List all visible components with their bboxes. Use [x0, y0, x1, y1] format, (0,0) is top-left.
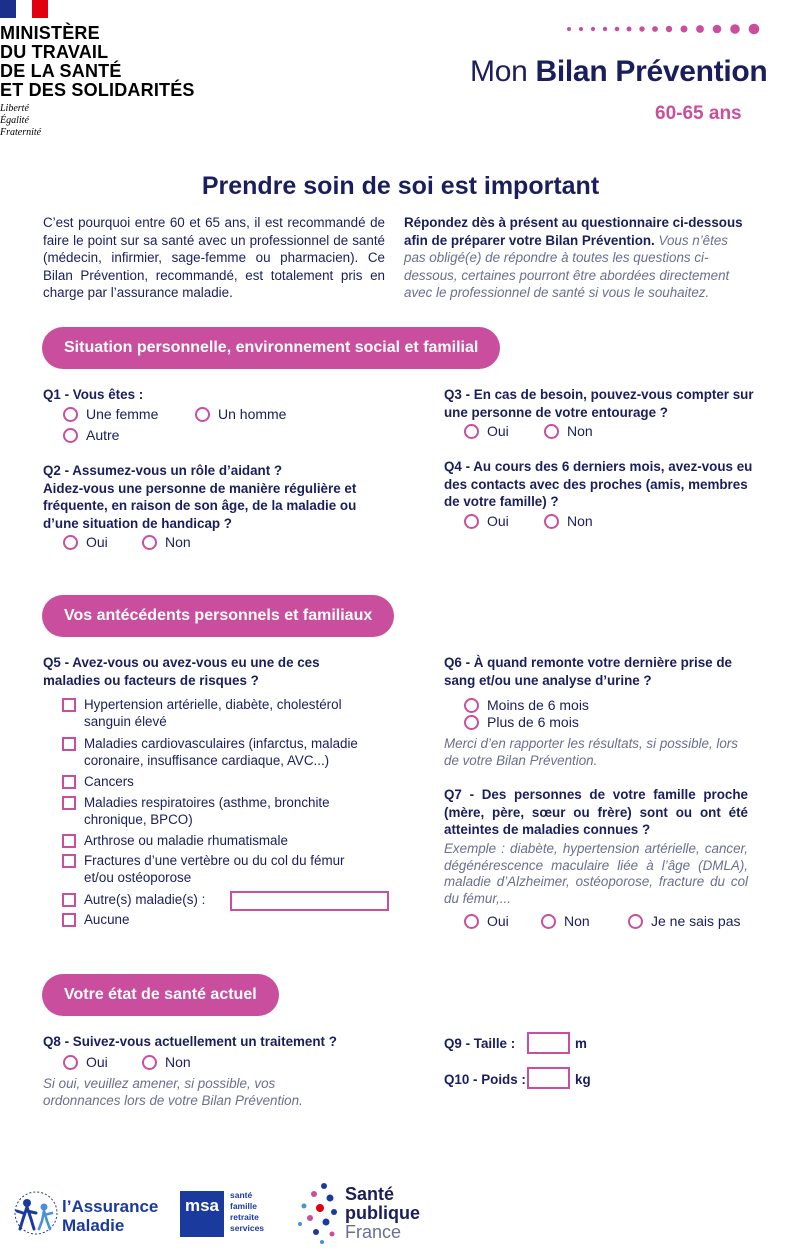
radio-icon[interactable]	[63, 407, 78, 422]
radio-icon[interactable]	[63, 428, 78, 443]
q6-option-moins[interactable]: Moins de 6 mois	[464, 697, 589, 713]
q8-option-oui[interactable]: Oui	[63, 1054, 108, 1070]
q6-note: Merci d’en rapporter les résultats, si possible, lors de votre Bilan Prévention.	[444, 736, 738, 768]
msa-logo: msa	[180, 1191, 224, 1237]
sante-publique-name: Santé publique France	[345, 1184, 420, 1242]
q7-option-nsp[interactable]: Je ne sais pas	[628, 913, 741, 929]
section-situation: Situation personnelle, environnement social et familial	[42, 327, 500, 369]
msa-tagline: santé famille retraite services	[230, 1190, 265, 1233]
weight-input[interactable]	[527, 1067, 570, 1089]
radio-icon[interactable]	[544, 424, 559, 439]
checkbox-icon[interactable]	[62, 913, 76, 927]
q4-option-non[interactable]: Non	[544, 513, 593, 529]
q2-option-oui[interactable]: Oui	[63, 534, 108, 550]
radio-icon[interactable]	[63, 1055, 78, 1070]
q6-label: Q6 - À quand remonte votre dernière prise de sang et/ou une analyse d’urine ?	[444, 655, 732, 688]
radio-icon[interactable]	[464, 424, 479, 439]
q5-autre-input[interactable]	[230, 891, 389, 911]
q5-item-aucune[interactable]: Aucune	[62, 912, 392, 929]
q7-note: Exemple : diabète, hypertension artérielle, cancer, dégénérescence maculaire liée à l’âge (DMLA), maladie d’Alzheimer, ostéoporose, fracture du col du fémur,...	[444, 841, 748, 906]
ministry-name: MINISTÈRE DU TRAVAIL DE LA SANTÉ ET DES SOLIDARITÉS	[0, 23, 195, 100]
radio-icon[interactable]	[544, 514, 559, 529]
q2-label: Q2 - Assumez-vous un rôle d’aidant ? Aidez-vous une personne de manière régulière et fréquente, en raison de son âge, de la maladie ou d’une situation de handicap ?	[43, 463, 357, 531]
q4-label: Q4 - Au cours des 6 derniers mois, avez-vous eu des contacts avec des proches (amis, membres de votre famille) ?	[444, 459, 753, 509]
radio-icon[interactable]	[142, 1055, 157, 1070]
checkbox-icon[interactable]	[62, 698, 76, 712]
q10-unit: kg	[575, 1072, 591, 1087]
q9-unit: m	[575, 1036, 587, 1051]
radio-icon[interactable]	[464, 698, 479, 713]
q5-item-arthrose[interactable]: Arthrose ou maladie rhumatismale	[62, 833, 392, 850]
q3-label: Q3 - En cas de besoin, pouvez-vous compter sur une personne de votre entourage ?	[444, 387, 754, 420]
q8-option-non[interactable]: Non	[142, 1054, 191, 1070]
radio-icon[interactable]	[195, 407, 210, 422]
q5-item-autre[interactable]: Autre(s) maladie(s) :	[62, 892, 232, 909]
q1-option-homme[interactable]: Un homme	[195, 406, 286, 422]
radio-icon[interactable]	[541, 914, 556, 929]
checkbox-icon[interactable]	[62, 737, 76, 751]
q5-label: Q5 - Avez-vous ou avez-vous eu une de ces maladies ou facteurs de risques ?	[43, 655, 320, 688]
q7-label: Q7 - Des personnes de votre famille proche (mère, père, sœur ou frère) sont ou ont été atteintes de maladies connues ?	[444, 787, 748, 837]
checkbox-icon[interactable]	[62, 854, 76, 868]
intro-right: Répondez dès à présent au questionnaire ci-dessous afin de préparer votre Bilan Prévention. Vous n’êtes pas obligé(e) de répondre à toutes les questions ci-dessous, certaines pourront être abordées directement avec le professionnel de santé si vous le souhaitez.	[404, 215, 743, 300]
section-antecedents: Vos antécédents personnels et familiaux	[42, 595, 394, 637]
sante-publique-logo-icon	[294, 1180, 342, 1246]
intro-left: C’est pourquoi entre 60 et 65 ans, il est recommandé de faire le point sur sa santé avec un professionnel de santé (médecin, infirmier, sage-femme ou pharmacien). Ce Bilan Prévention, recommandé, est totalement pris en charge par l’assurance maladie.	[43, 215, 385, 300]
q7-option-non[interactable]: Non	[541, 913, 590, 929]
page-title: Prendre soin de soi est important	[201, 172, 600, 200]
q5-item-hypertension[interactable]: Hypertension artérielle, diabète, cholestérol sanguin élevé	[62, 697, 392, 730]
q1-label: Q1 - Vous êtes :	[43, 387, 144, 402]
q3-option-non[interactable]: Non	[544, 423, 593, 439]
checkbox-icon[interactable]	[62, 834, 76, 848]
radio-icon[interactable]	[464, 514, 479, 529]
radio-icon[interactable]	[464, 715, 479, 730]
checkbox-icon[interactable]	[62, 775, 76, 789]
q8-label: Q8 - Suivez-vous actuellement un traitement ?	[43, 1034, 337, 1049]
republic-flag	[0, 0, 48, 18]
q5-item-respiratoires[interactable]: Maladies respiratoires (asthme, bronchite chronique, BPCO)	[62, 795, 362, 828]
q5-item-fractures[interactable]: Fractures d’une vertèbre ou du col du fémur et/ou ostéoporose	[62, 853, 372, 886]
radio-icon[interactable]	[464, 914, 479, 929]
q3-option-oui[interactable]: Oui	[464, 423, 509, 439]
decorative-dots	[567, 22, 763, 36]
age-range: 60-65 ans	[655, 103, 742, 124]
republic-motto: Liberté Égalité Fraternité	[0, 103, 42, 138]
q10-label: Q10 - Poids :	[444, 1072, 526, 1087]
radio-icon[interactable]	[142, 535, 157, 550]
radio-icon[interactable]	[63, 535, 78, 550]
checkbox-icon[interactable]	[62, 893, 76, 907]
radio-icon[interactable]	[628, 914, 643, 929]
q5-item-cancers[interactable]: Cancers	[62, 774, 392, 791]
q6-option-plus[interactable]: Plus de 6 mois	[464, 714, 579, 730]
q9-label: Q9 - Taille :	[444, 1036, 516, 1051]
q1-option-femme[interactable]: Une femme	[63, 406, 158, 422]
q4-option-oui[interactable]: Oui	[464, 513, 509, 529]
brand-title: Mon Bilan Prévention	[470, 55, 768, 88]
q1-option-autre[interactable]: Autre	[63, 427, 119, 443]
section-etat-sante: Votre état de santé actuel	[42, 974, 279, 1016]
assurance-maladie-name: l’Assurance Maladie	[62, 1197, 159, 1235]
q8-note: Si oui, veuillez amener, si possible, vos ordonnances lors de votre Bilan Prévention.	[43, 1076, 303, 1108]
height-input[interactable]	[527, 1032, 570, 1054]
q5-item-cardio[interactable]: Maladies cardiovasculaires (infarctus, maladie coronaire, insuffisance cardiaque, AVC...)	[62, 736, 392, 769]
q7-option-oui[interactable]: Oui	[464, 913, 509, 929]
q2-option-non[interactable]: Non	[142, 534, 191, 550]
assurance-maladie-logo-icon	[12, 1189, 60, 1237]
checkbox-icon[interactable]	[62, 796, 76, 810]
